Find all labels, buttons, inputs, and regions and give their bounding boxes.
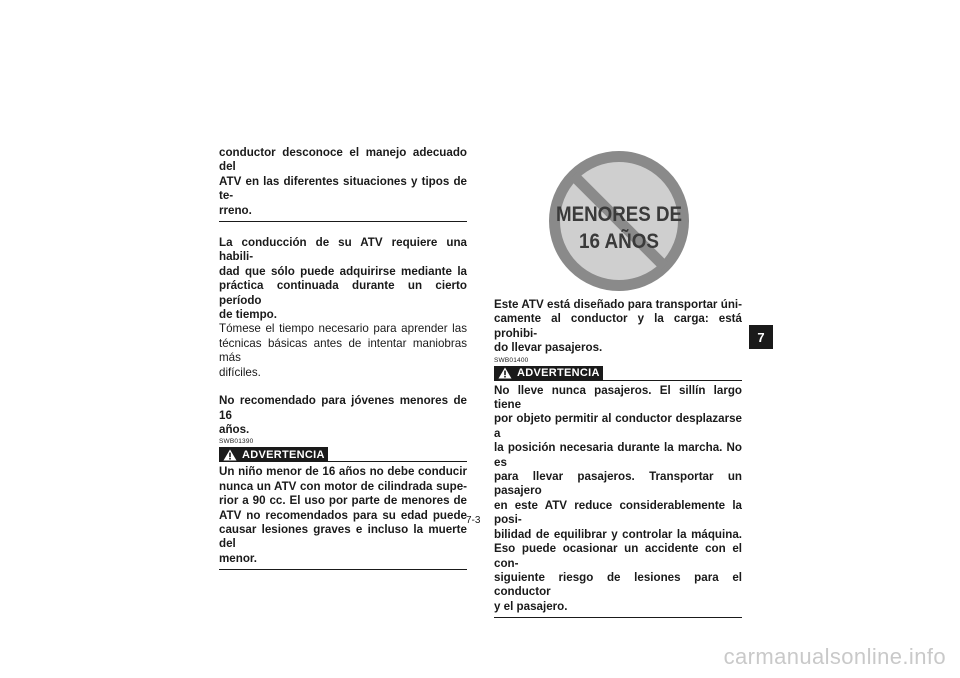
text-line: nunca un ATV con motor de cilindrada supe- — [219, 479, 467, 493]
text-line: bilidad de equilibrar y controlar la máquina. — [494, 527, 742, 541]
text-line: difíciles. — [219, 365, 261, 379]
text-line: siguiente riesgo de lesiones para el conductor — [494, 570, 742, 599]
text-line: en este ATV reduce considerablemente la posi- — [494, 498, 742, 527]
warning-badge — [494, 366, 603, 381]
text-line: técnicas básicas antes de intentar maniobras más — [219, 336, 467, 365]
chapter-tab: 7 — [749, 325, 773, 349]
sign-text-line2: 16 AÑOS — [579, 230, 659, 253]
text-line: La conducción de su ATV requiere una habili- — [219, 236, 467, 264]
text-line: rreno. — [219, 203, 252, 217]
passenger-heading — [494, 298, 742, 356]
text-line: de tiempo. — [219, 308, 277, 322]
text-line: No recomendado para jóvenes menores de 16 — [219, 394, 467, 422]
text-line: para llevar pasajeros. Transportar un pasajero — [494, 470, 742, 498]
text-line: Eso puede ocasionar un accidente con el con- — [494, 542, 742, 570]
warning-header — [219, 447, 467, 462]
warning-end-rule — [219, 569, 467, 570]
text-line: rior a 90 cc. El uso por parte de menores de — [219, 494, 467, 508]
text-line: práctica continuada durante un cierto período — [219, 279, 467, 307]
text-line: conductor desconoce el manejo adecuado del — [219, 146, 467, 174]
practice-body — [219, 322, 467, 380]
warning-label: ADVERTENCIA — [517, 366, 600, 379]
text-line: años. — [219, 422, 250, 436]
text-line: causar lesiones graves e incluso la muerte del — [219, 522, 467, 551]
page-number: 7-3 — [466, 515, 481, 526]
warning-code: SWB01400 — [494, 356, 529, 364]
text-line: dad que sólo puede adquirirse mediante la — [219, 264, 467, 278]
sign-text-line1: MENORES DE — [556, 203, 682, 226]
text-line: camente al conductor y la carga: está prohibi- — [494, 312, 742, 340]
age-heading — [219, 394, 467, 437]
warning-code: SWB01390 — [219, 438, 254, 446]
text-line: por objeto permitir al conductor desplazarse a — [494, 412, 742, 440]
text-line: No lleve nunca pasajeros. El sillín largo tiene — [494, 383, 742, 412]
text-line: la posición necesaria durante la marcha. No es — [494, 441, 742, 469]
text-line: Un niño menor de 16 años no debe conducir — [219, 465, 467, 479]
watermark: carmanualsonline.info — [723, 644, 946, 669]
text-line: Este ATV está diseñado para transportar úni- — [494, 298, 742, 311]
warning-triangle-icon — [223, 449, 237, 461]
warning-header — [494, 366, 742, 381]
text-line: ATV no recomendados para su edad puede — [219, 508, 467, 522]
left-column — [219, 146, 467, 570]
warning-triangle-icon — [498, 367, 512, 379]
warning-label: ADVERTENCIA — [242, 448, 325, 461]
warning-end-rule — [494, 617, 742, 618]
warning-badge — [219, 447, 328, 462]
warning-text — [219, 465, 467, 566]
age-restriction-sign — [548, 150, 690, 292]
text-line: do llevar pasajeros. — [494, 341, 603, 355]
right-column — [494, 298, 742, 618]
intro-warning-text — [219, 146, 467, 218]
practice-heading — [219, 236, 467, 322]
text-line: ATV en las diferentes situaciones y tipos de te- — [219, 174, 467, 203]
warning-text — [494, 384, 742, 615]
text-line: y el pasajero. — [494, 599, 568, 613]
text-line: Tómese el tiempo necesario para aprender las — [219, 322, 467, 336]
text-line: menor. — [219, 551, 258, 565]
